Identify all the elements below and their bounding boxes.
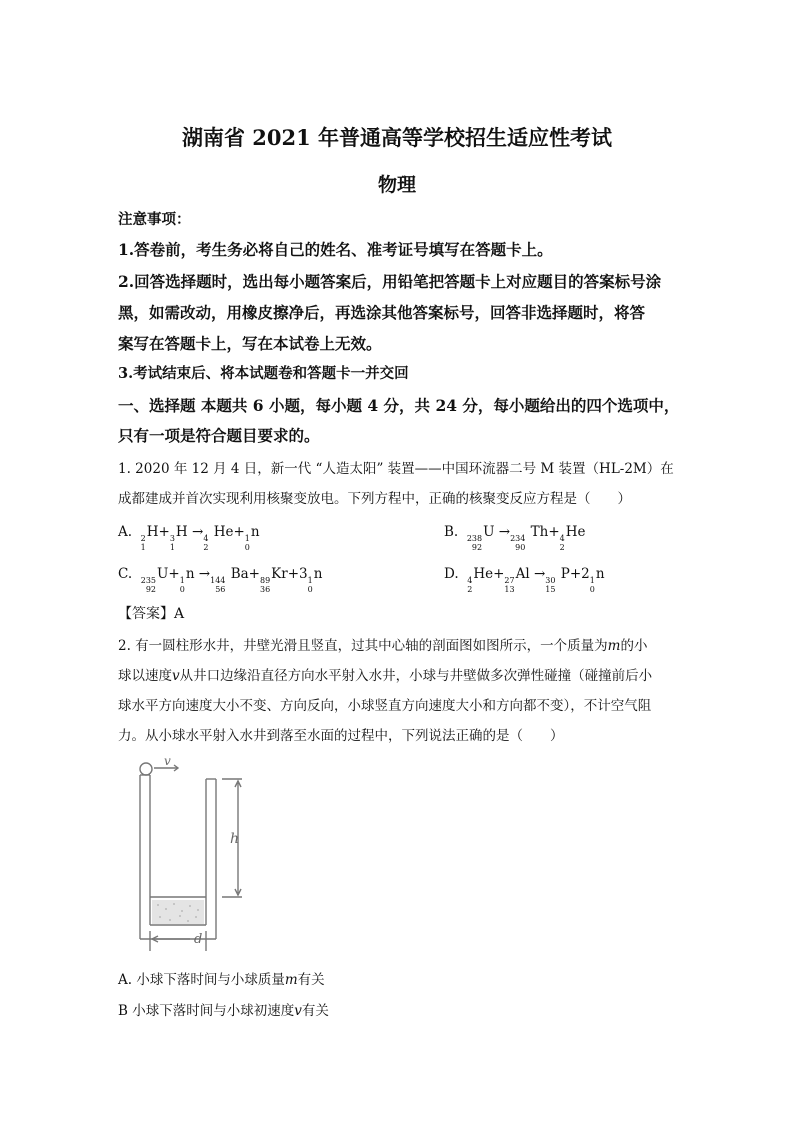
well-diagram (130, 755, 260, 955)
q2-text-segment: 2. 有一圆柱形水井，井壁光滑且竖直，过其中心轴的剖面图如图所示，一个质量为 (118, 638, 608, 654)
q2-option-text: B 小球下落时间与小球初速度 (118, 1003, 295, 1019)
option-letter: A. (118, 524, 133, 540)
label-v: v (164, 755, 171, 768)
option-letter: B. (444, 524, 459, 540)
var-m: m (607, 638, 621, 654)
note-2-line-2: 黑，如需改动，用橡皮擦净后，再选涂其他答案标号，回答非选择题时，将答 (118, 303, 646, 322)
q2-option-text: 有关 (301, 1003, 329, 1019)
q1-option-a (118, 524, 260, 552)
note-1: 1.答卷前，考生务必将自己的姓名、准考证号填写在答题卡上。 (118, 240, 553, 259)
equation-c: 235 92 U+ 1 0 n → 144 56 Ba+ 89 36 Kr+3 1 0 n (140, 566, 323, 594)
q1-text-line-1: 1. 2020 年 12 月 4 日，新一代 “人造太阳” 装置——中国环流器二号 M 装置（HL-2M）在 (118, 461, 674, 477)
option-letter: C. (118, 566, 133, 582)
q1-answer: 【答案】A (118, 606, 185, 622)
note-2-line-1: 2.回答选择题时，选出每小题答案后，用铅笔把答题卡上对应题目的答案标号涂 (118, 272, 662, 291)
exam-title: 湖南省 2021 年普通高等学校招生适应性考试 (181, 125, 613, 150)
q1-text-line-2: 成都建成并首次实现利用核聚变放电。下列方程中，正确的核聚变反应方程是（ ） (118, 491, 631, 507)
var-v: v (172, 668, 180, 684)
q1-option-b (444, 524, 586, 552)
q2-option-text: A. 小球下落时间与小球质量 (118, 972, 285, 988)
note-3: 3.考试结束后、将本试题卷和答题卡一并交回 (118, 365, 409, 382)
q2-option-text: 有关 (297, 972, 325, 988)
equation-b: 238 92 U → 234 90 Th+ 4 2 He (466, 524, 586, 552)
q2-text-line-1 (118, 634, 647, 654)
ball-icon (140, 763, 152, 775)
equation-d: 4 2 He+ 27 13 Al → 30 15 P+2 1 0 n (467, 566, 605, 594)
note-2-line-3: 案写在答题卡上，写在本试卷上无效。 (118, 334, 382, 353)
label-h: h (230, 831, 240, 847)
subject-title: 物理 (377, 174, 416, 196)
option-letter: D. (444, 566, 459, 582)
q2-text-segment: 球以速度 (118, 668, 172, 684)
var-m: m (284, 972, 298, 988)
section-heading-line-2: 只有一项是符合题目要求的。 (118, 426, 320, 445)
q2-text-line-4: 力。从小球水平射入水井到落至水面的过程中，下列说法正确的是（ ） (118, 728, 564, 744)
q2-text-line-3: 球水平方向速度大小不变、方向反向，小球竖直方向速度大小和方向都不变），不计空气阻 (118, 698, 652, 714)
q1-option-d (444, 566, 605, 594)
q2-text-segment: 的小 (620, 638, 648, 654)
q2-option-a (118, 968, 325, 988)
notes-heading: 注意事项： (118, 211, 191, 228)
section-heading-line-1: 一、选择题 本题共 6 小题，每小题 4 分，共 24 分，每小题给出的四个选项中， (118, 396, 680, 415)
equation-a: 2 1 H+ 3 1 H → 4 2 He+ 1 0 n (140, 524, 260, 552)
q2-option-b (118, 999, 329, 1019)
var-v: v (294, 1003, 302, 1019)
q2-text-segment: 从井口边缘沿直径方向水平射入水井，小球与井壁做多次弹性碰撞（碰撞前后小 (179, 668, 653, 684)
water-pattern (152, 900, 204, 924)
q2-text-line-2 (118, 664, 652, 684)
label-d: d (194, 932, 203, 947)
q1-option-c (118, 566, 322, 594)
